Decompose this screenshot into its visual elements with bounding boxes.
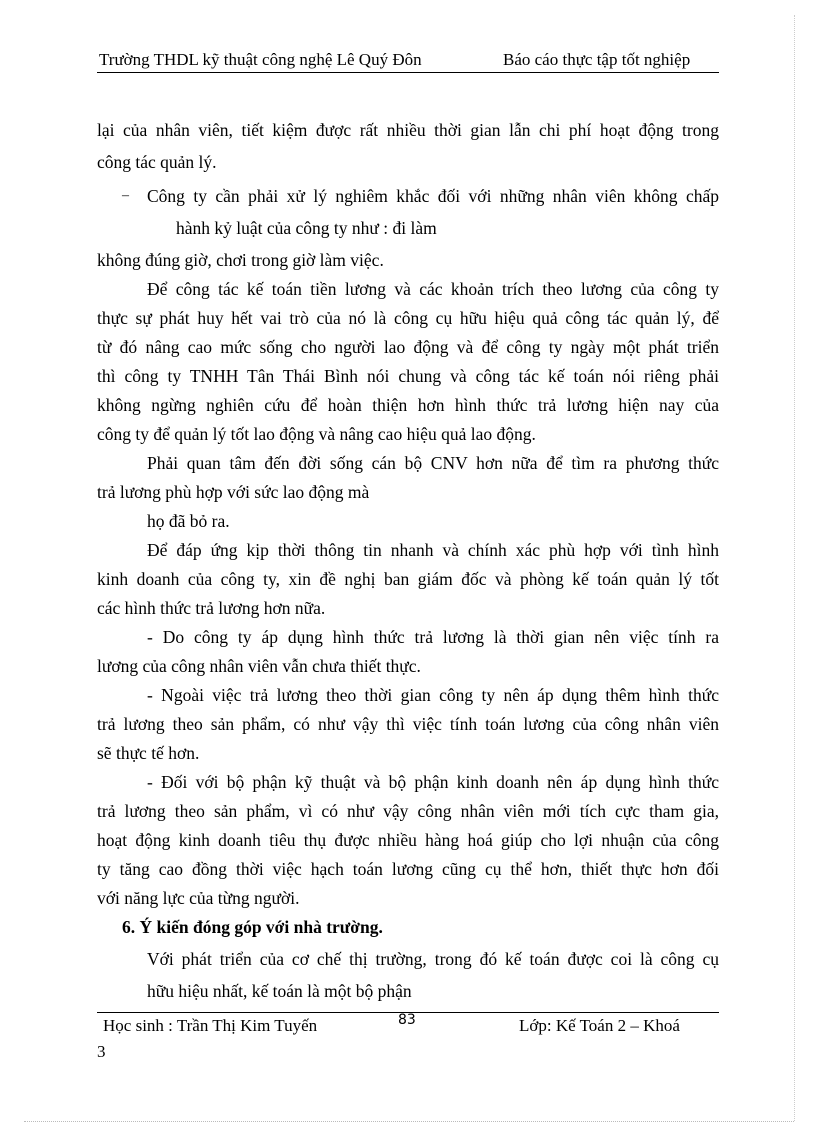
body-line: Để đáp ứng kịp thời thông tin nhanh và chính xác phù hợp với tình hình	[147, 540, 719, 560]
body-line: lại của nhân viên, tiết kiệm được rất nhiều thời gian lẫn chi phí hoạt động trong	[97, 120, 719, 140]
page-number: 83	[398, 1012, 416, 1028]
body-line: thì công ty TNHH Tân Thái Bình nói chung và công tác kế toán nói riêng phải	[97, 366, 719, 386]
body-line: trả lương theo sản phẩm, vì có như vậy công nhân viên mới tích cực tham gia,	[97, 801, 719, 821]
body-line: từ đó nâng cao mức sống cho người lao động và để công ty ngày một phát triển	[97, 337, 719, 357]
body-line: công tác quản lý.	[97, 152, 217, 172]
body-line: sẽ thực tế hơn.	[97, 743, 200, 763]
page-header-right: Báo cáo thực tập tốt nghiệp	[503, 50, 691, 69]
page-edge-dots-vertical	[794, 15, 795, 1121]
body-line: trả lương theo sản phẩm, có như vậy thì việc tính toán lương của công nhân viên	[97, 714, 719, 734]
body-line: - Do công ty áp dụng hình thức trả lương là thời gian nên việc tính ra	[147, 627, 719, 647]
body-line: Để công tác kế toán tiền lương và các khoản trích theo lương của công ty	[147, 279, 719, 299]
body-line: lương của công nhân viên vẫn chưa thiết thực.	[97, 656, 421, 676]
body-line: Phải quan tâm đến đời sống cán bộ CNV hơn nữa để tìm ra phương thức	[147, 453, 719, 473]
body-line: trả lương phù hợp với sức lao động mà	[97, 482, 370, 502]
body-line: Với phát triển của cơ chế thị trường, trong đó kế toán được coi là công cụ	[147, 949, 719, 969]
body-line: công ty để quản lý tốt lao động và nâng cao hiệu quả lao động.	[97, 424, 536, 444]
body-line: các hình thức trả lương hơn nữa.	[97, 598, 326, 618]
bullet-dash: –	[122, 188, 129, 203]
section-heading: 6. Ý kiến đóng góp với nhà trường.	[122, 917, 383, 937]
body-line: Công ty cần phải xử lý nghiêm khắc đối với những nhân viên không chấp	[147, 186, 719, 206]
page-edge-dots	[24, 1121, 794, 1122]
body-line: thực sự phát huy hết vai trò của nó là công cụ hữu hiệu quả công tác quản lý, để	[97, 308, 719, 328]
body-line: kinh doanh của công ty, xin đề nghị ban giám đốc và phòng kế toán quản lý tốt	[97, 569, 719, 589]
body-line: hành kỷ luật của công ty như : đi làm	[176, 218, 437, 238]
body-line: hữu hiệu nhất, kế toán là một bộ phận	[147, 981, 412, 1001]
footer-class-number: 3	[97, 1042, 106, 1061]
body-line: họ đã bỏ ra.	[147, 511, 230, 531]
footer-student: Học sinh : Trần Thị Kim Tuyến	[103, 1016, 318, 1035]
header-rule	[97, 72, 719, 73]
page-header-left: Trường THDL kỹ thuật công nghệ Lê Quý Đôn	[99, 50, 422, 69]
body-line: không đúng giờ, chơi trong giờ làm việc.	[97, 250, 384, 270]
body-line: - Đối với bộ phận kỹ thuật và bộ phận kinh doanh nên áp dụng hình thức	[147, 772, 719, 792]
footer-class: Lớp: Kế Toán 2 – Khoá	[519, 1016, 680, 1035]
body-line: - Ngoài việc trả lương theo thời gian công ty nên áp dụng thêm hình thức	[147, 685, 719, 705]
body-line: hoạt động kinh doanh tiêu thụ được nhiều hàng hoá giúp cho lợi nhuận của công	[97, 830, 719, 850]
body-line: ty tăng cao đồng thời việc hạch toán lương cũng cụ thể hơn, thiết thực hơn đối	[97, 859, 719, 879]
body-line: không ngừng nghiên cứu để hoàn thiện hơn hình thức trả lương hiện nay của	[97, 395, 719, 415]
body-line: với năng lực của từng người.	[97, 888, 300, 908]
